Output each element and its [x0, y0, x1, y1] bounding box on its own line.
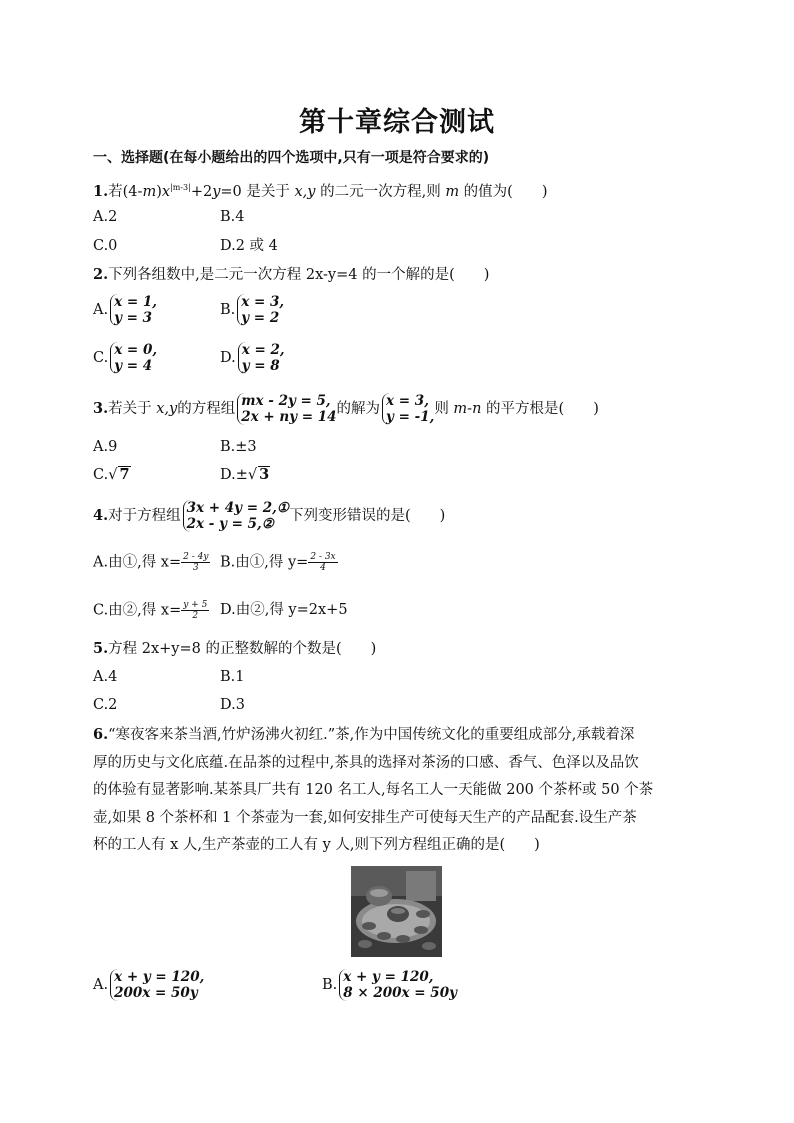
q4-option-c — [93, 600, 209, 621]
q1-option-d: D.2 或 4 — [220, 238, 278, 254]
tea-set-photo — [351, 866, 442, 957]
fraction — [308, 552, 337, 573]
equation-line: y = 2 — [241, 310, 280, 326]
q5-text: 方程 2x+y=8 的正整数解的个数是( ) — [108, 641, 377, 657]
sqrt-value: 7 — [119, 466, 130, 483]
q1-var: m — [445, 183, 460, 200]
q6-option-b — [322, 969, 457, 1001]
equation-system — [238, 342, 285, 374]
equation-line: y = 4 — [114, 358, 153, 374]
equation-line: y = 8 — [241, 358, 280, 374]
q4-text: 对于方程组 — [108, 508, 181, 524]
q3-text: 则 — [434, 401, 449, 417]
equation-system — [110, 294, 157, 326]
q6-line: 厚的历史与文化底蕴.在品茶的过程中,茶具的选择对茶汤的口感、香气、色泽以及品饮 — [93, 754, 639, 771]
q6-line: 的体验有显著影响.某茶具厂共有 120 名工人,每名工人一天能做 200 个茶杯或 50 个茶 — [93, 782, 654, 798]
equation-line: x = 0, — [114, 342, 158, 358]
q1-text: +2 — [190, 183, 213, 200]
equation-line: x = 1, — [114, 294, 157, 310]
equation-system — [382, 393, 434, 425]
equation-line: 2x - y = 5,② — [186, 516, 274, 532]
question-2 — [93, 265, 489, 285]
q1-text: ) — [156, 183, 162, 200]
question-number: 1. — [93, 182, 109, 200]
option-label: C. — [93, 350, 109, 366]
q1-option-a: A.2 — [93, 209, 118, 225]
q3-text: 的解为 — [336, 401, 381, 417]
fraction-numerator: 2 - 3x — [310, 552, 336, 562]
q4-option-a — [93, 552, 210, 573]
q4-option-d: D.由②,得 y=2x+5 — [220, 602, 348, 618]
q3-option-d — [220, 465, 270, 485]
question-4 — [93, 499, 445, 533]
q1-text: 若(4- — [108, 183, 143, 200]
q3-var: x,y — [156, 401, 178, 417]
equation-line: 200x = 50y — [114, 985, 198, 1001]
q3-option-a: A.9 — [93, 439, 118, 455]
q6-option-a — [93, 969, 204, 1001]
q1-text: 的二元一次方程,则 — [320, 183, 441, 200]
option-label: D. — [220, 350, 236, 366]
equation-system — [110, 342, 157, 374]
tea-set-illustration — [351, 866, 442, 957]
q3-var: m-n — [453, 401, 482, 417]
equation-system — [237, 294, 284, 326]
equation-system — [237, 393, 336, 425]
q1-var: x — [161, 183, 171, 200]
equation-line: x + y = 120, — [343, 969, 434, 985]
q1-text: =0 是关于 — [220, 183, 290, 200]
option-text: B.由①,得 y= — [220, 554, 309, 571]
q1-var: m — [142, 183, 157, 200]
q1-var: x,y — [294, 183, 316, 200]
equation-system — [183, 500, 289, 532]
section-heading: 一、选择题(在每小题给出的四个选项中,只有一项是符合要求的) — [93, 150, 490, 166]
equation-line: 8 × 200x = 50y — [343, 985, 457, 1001]
sqrt-symbol: √ — [108, 467, 118, 483]
q6-line: 壶,如果 8 个茶杯和 1 个茶壶为一套,如何安排生产可使每天生产的产品配套.设生产茶 — [93, 809, 637, 826]
equation-line: x = 3, — [241, 294, 285, 310]
sqrt-symbol: √ — [247, 467, 258, 483]
q2-option-c — [93, 342, 157, 374]
q1-var: y — [212, 183, 221, 200]
option-label: B. — [220, 302, 236, 318]
q3-option-c — [93, 465, 131, 485]
sqrt-value: 3 — [259, 466, 270, 483]
equation-system — [110, 969, 204, 1001]
fraction-numerator: 2 - 4y — [183, 552, 209, 562]
equation-line: x = 3, — [386, 393, 429, 409]
option-text: A.由①,得 x= — [93, 554, 182, 571]
option-label: C. — [93, 467, 109, 483]
q1-text: 的值为( ) — [463, 183, 548, 200]
option-label: A. — [93, 977, 109, 993]
q6-line: 杯的工人有 x 人,生产茶壶的工人有 y 人,则下列方程组正确的是( ) — [93, 837, 540, 853]
question-5 — [93, 639, 376, 659]
question-number: 5. — [93, 640, 109, 657]
q2-text: 下列各组数中,是二元一次方程 2x-y=4 的一个解的是( ) — [108, 267, 490, 283]
q1-exponent: |m-3| — [170, 183, 191, 192]
equation-line: 2x + ny = 14 — [241, 409, 337, 425]
fraction-denominator: 2 — [192, 611, 199, 621]
q5-option-c: C.2 — [93, 697, 118, 713]
option-label: B. — [322, 977, 338, 993]
q3-text: 的方程组 — [177, 401, 236, 417]
fraction-denominator: 4 — [320, 563, 326, 573]
page-title: 第十章综合测试 — [299, 107, 495, 138]
option-text: C.由②,得 x= — [93, 602, 182, 619]
q2-option-d — [220, 342, 285, 374]
q5-option-b: B.1 — [220, 669, 245, 685]
question-1 — [93, 178, 548, 202]
q5-option-a: A.4 — [93, 669, 118, 685]
fraction — [181, 600, 209, 621]
q1-option-c: C.0 — [93, 238, 118, 254]
q1-option-b: B.4 — [220, 209, 245, 225]
equation-line: x = 2, — [241, 342, 285, 358]
q3-text: 的平方根是( ) — [486, 401, 599, 417]
fraction-denominator: 3 — [192, 563, 199, 573]
q4-text: 下列变形错误的是( ) — [288, 508, 446, 524]
q3-text: 若关于 — [108, 401, 152, 417]
q6-text: “寒夜客来茶当酒,竹炉汤沸火初红.”茶,作为中国传统文化的重要组成部分,承载着深 — [108, 727, 635, 743]
q5-option-d: D.3 — [220, 697, 245, 713]
q2-option-b — [220, 294, 284, 326]
q4-option-b — [220, 552, 338, 573]
question-number: 4. — [93, 507, 109, 524]
q3-option-b: B.±3 — [220, 439, 257, 455]
question-3 — [93, 392, 599, 426]
equation-line: mx - 2y = 5, — [241, 393, 331, 409]
option-label: D.± — [220, 467, 248, 483]
question-number: 6. — [93, 726, 109, 743]
equation-line: y = -1, — [386, 409, 435, 425]
option-label: A. — [93, 302, 109, 318]
equation-line: y = 3 — [114, 310, 153, 326]
q6-line — [93, 721, 701, 750]
equation-system — [339, 969, 457, 1001]
q2-option-a — [93, 294, 157, 326]
fraction — [181, 552, 210, 573]
question-number: 2. — [93, 266, 109, 283]
equation-line: x + y = 120, — [114, 969, 205, 985]
question-6 — [93, 721, 701, 860]
question-number: 3. — [93, 400, 109, 417]
equation-line: 3x + 4y = 2,① — [186, 500, 289, 516]
fraction-numerator: y + 5 — [183, 600, 208, 610]
